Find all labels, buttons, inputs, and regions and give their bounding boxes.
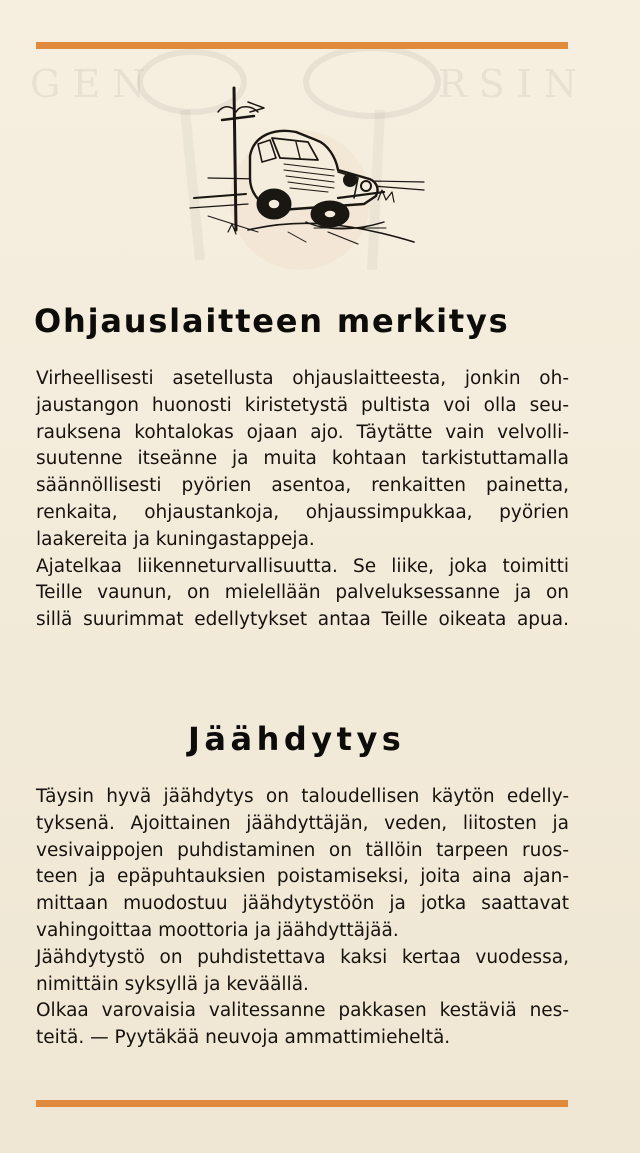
text-line: Olkaa varovaisia valitessanne pakkasen kestäviä nes- bbox=[36, 1000, 569, 1022]
text-line: Teille vaunun, on mielellään palveluksessanne ja on bbox=[36, 582, 569, 604]
car-in-ditch-illustration bbox=[188, 82, 428, 252]
text-line: Ajatelkaa liikenneturvallisuutta. Se liike, joka toimitti bbox=[36, 555, 569, 577]
text-line: nimittäin syksyllä ja keväällä. bbox=[36, 973, 309, 995]
section-title-steering: Ohjauslaitteen merkitys bbox=[34, 302, 510, 340]
text-line: rauksena kohtalokas ojaan ajo. Täytätte vain velvolli- bbox=[36, 421, 569, 443]
text-line: laakereita ja kuningastappeja. bbox=[36, 528, 315, 550]
text-line: Virheellisesti asetellusta ohjauslaitteesta, jonkin oh- bbox=[36, 368, 569, 389]
bottom-orange-rule bbox=[36, 1100, 568, 1107]
watermark-text-left: GEN bbox=[30, 62, 158, 106]
text-line: vesivaippojen puhdistaminen on tällöin tarpeen ruos- bbox=[36, 839, 569, 861]
text-line: Jäähdytystö on puhdistettava kaksi kertaa vuodessa, bbox=[36, 946, 569, 968]
text-line: renkaita, ohjaustankoja, ohjaussimpukkaa, pyörien bbox=[36, 501, 569, 523]
text-line: sillä suurimmat edellytykset antaa Teille oikeata apua. bbox=[36, 609, 569, 631]
text-line: mittaan muodostuu jäähdytystöön ja jotka saattavat bbox=[36, 893, 569, 915]
text-line: jaustangon huonosti kiristetystä pultista voi olla seu- bbox=[36, 394, 569, 416]
watermark-text-right: RSIN bbox=[438, 62, 589, 106]
text-line: teitä. — Pyytäkää neuvoja ammattimieheltä. bbox=[36, 1027, 451, 1049]
cooling-paragraph bbox=[36, 784, 569, 1052]
text-line: tyksenä. Ajoittainen jäähdyttäjän, veden, liitosten ja bbox=[36, 812, 569, 834]
text-line: säännöllisesti pyörien asentoa, renkaitten painetta, bbox=[36, 475, 569, 497]
text-line: teen ja epäpuhtauksien poistamiseksi, joita aina ajan- bbox=[36, 866, 569, 888]
section-title-cooling: Jäähdytys bbox=[188, 720, 406, 758]
text-line: Täysin hyvä jäähdytys on taloudellisen käytön edelly- bbox=[36, 786, 569, 807]
text-line: vahingoittaa moottoria ja jäähdyttäjää. bbox=[36, 919, 399, 941]
top-orange-rule bbox=[36, 42, 568, 49]
steering-paragraph bbox=[36, 366, 569, 634]
text-line: suutenne itseänne ja muita kohtaan tarkistuttamalla bbox=[36, 448, 569, 470]
